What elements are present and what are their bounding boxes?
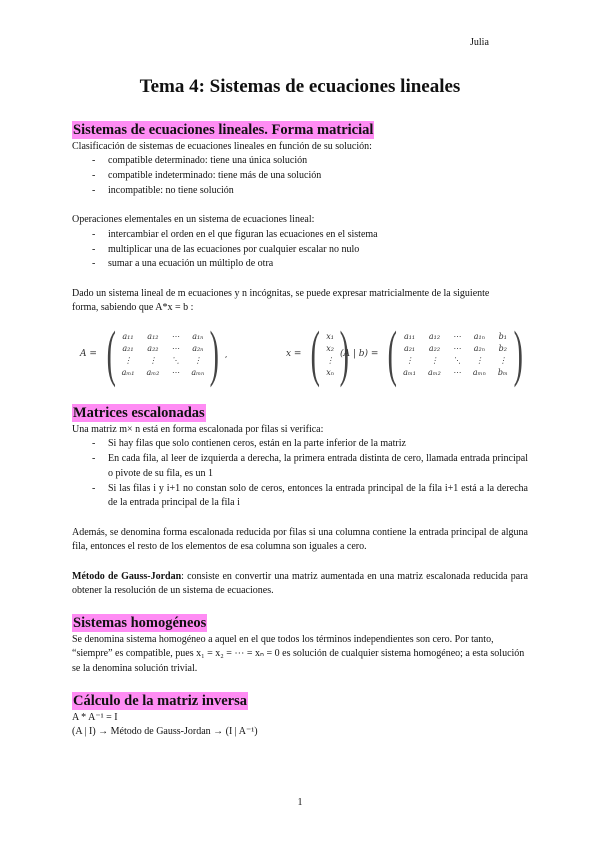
matrix-entry: a₂₁ — [403, 343, 416, 353]
matrix-entry: ⋯ — [171, 343, 180, 353]
matrix-label: (A | b) = — [340, 349, 379, 359]
matrix-entry: ⋮ — [148, 355, 157, 365]
matrix-entry: a₂₂ — [147, 343, 159, 353]
matrix-entry: ⋱ — [452, 355, 461, 365]
list-item: - Si las filas i y i+1 no constan solo de ceros, entonces la entrada principal de la fila i+1 está a la derecha de la entrada principal de la fila i — [72, 482, 528, 511]
matrix-grid — [403, 332, 508, 377]
paragraph: Una matriz m× n está en forma escalonada por filas si verifica: — [72, 423, 324, 435]
matrix-entry: ⋮ — [124, 355, 132, 365]
matrix-entry: a₂₁ — [122, 343, 134, 353]
list-item: - multiplicar una de las ecuaciones por cualquier escalar no nulo — [72, 243, 528, 258]
list-item: - incompatible: no tiene solución — [72, 184, 528, 199]
matrix-entry: x₂ — [326, 343, 334, 353]
paragraph: Dado un sistema lineal de m ecuaciones y n incógnitas, se puede expresar matricialmente de la siguiente forma, sabiendo que A*x = b : — [72, 287, 490, 314]
matrix-grid — [122, 332, 205, 377]
paragraph: Operaciones elementales en un sistema de ecuaciones lineal: — [72, 214, 315, 226]
matrix-label: x = — [286, 349, 302, 359]
matrix-entry: ⋯ — [452, 343, 461, 353]
matrix-entry: ⋯ — [171, 367, 180, 377]
matrix-entry: ⋮ — [193, 355, 202, 365]
paragraph: Se denomina sistema homogéneo a aquel en el que todos los términos independientes son cero. Por tanto, “siempre” es compatible, pues x₁ = x₂ = ⋯ = xₙ = 0 es solución de cualquier sistema homogéneo; a esta solución se la denomina solución trivial. — [72, 633, 525, 675]
matrix-entry: b₁ — [498, 331, 507, 341]
list-item: - compatible indeterminado: tiene más de una solución — [72, 169, 528, 184]
section-matrices-escalonadas — [72, 404, 528, 599]
matrix-entry: a₂₂ — [428, 343, 441, 353]
matrix-entry: x₁ — [326, 331, 334, 341]
matrix-entry: aₘₙ — [191, 367, 205, 377]
header-author: Julia — [470, 37, 489, 48]
operations-list — [72, 228, 528, 272]
paragraph — [72, 570, 528, 599]
matrix-suffix: , — [224, 349, 228, 359]
matrix-entry: a₁₂ — [428, 331, 441, 341]
list-item: - compatible determinado: tiene una única solución — [72, 154, 528, 169]
matrix-label: A = — [80, 349, 97, 359]
matrix-entry: a₁ₙ — [192, 331, 204, 341]
matrix-entry: a₁₁ — [403, 331, 416, 341]
list-item: - Si hay filas que solo contienen ceros, están en la parte inferior de la matriz — [72, 437, 528, 452]
matrix-entry: a₂ₙ — [473, 343, 485, 353]
matrix-entry: a₂ₙ — [192, 343, 204, 353]
classification-list — [72, 154, 528, 198]
matrix-entry: ⋯ — [452, 331, 461, 341]
matrix-A — [80, 320, 228, 388]
right-paren: ) — [209, 320, 220, 388]
section-heading: Matrices escalonadas — [73, 405, 205, 421]
matrix-entry: ⋮ — [475, 355, 484, 365]
page-title: Tema 4: Sistemas de ecuaciones lineales — [139, 76, 461, 97]
left-paren: ( — [388, 320, 398, 388]
formula-line: A * A⁻¹ = I — [72, 711, 118, 723]
matrix-entry: ⋱ — [171, 355, 180, 365]
formula-line: (A | I) → Método de Gauss-Jordan → (I | A⁻¹) — [72, 726, 258, 738]
matrix-entry: ⋮ — [498, 355, 507, 365]
matrix-entry: ⋮ — [430, 355, 439, 365]
matrix-entry: a₁₂ — [147, 331, 159, 341]
matrix-entry: ⋮ — [405, 355, 414, 365]
section-sistemas-homogeneos — [72, 614, 528, 677]
term-gauss-jordan: Método de Gauss-Jordan — [72, 570, 182, 582]
left-paren: ( — [106, 320, 116, 388]
section-matriz-inversa — [72, 692, 528, 740]
matrix-entry: xₙ — [326, 367, 335, 377]
matrix-entry: aₘ₂ — [146, 367, 160, 377]
list-item: - intercambiar el orden en el que figuran las ecuaciones en el sistema — [72, 228, 528, 243]
matrix-entry: bₘ — [497, 367, 508, 377]
paragraph: Además, se denomina forma escalonada reducida por filas si una columna contiene la entrada principal de alguna fila, entonces el resto de los elementos de esa columna son iguales a cero. — [72, 526, 528, 553]
matrix-entry: aₘ₂ — [428, 367, 441, 377]
augmented-matrix — [339, 320, 529, 388]
matrix-grid — [326, 332, 334, 377]
left-paren: ( — [311, 320, 321, 388]
matrix-entry: ⋯ — [452, 367, 461, 377]
list-item: - En cada fila, al leer de izquierda a derecha, la primera entrada distinta de cero, llamada entrada principal o pivote de su fila, es un 1 — [72, 452, 528, 481]
section-heading: Sistemas homogéneos — [73, 615, 207, 631]
conditions-list — [72, 437, 528, 511]
right-paren: ) — [339, 320, 350, 388]
paragraph: Clasificación de sistemas de ecuaciones lineales en función de su solución: — [72, 140, 372, 152]
section-heading: Cálculo de la matriz inversa — [73, 693, 247, 709]
matrix-entry: b₂ — [498, 343, 507, 353]
matrix-entry: ⋮ — [326, 355, 335, 365]
matrix-entry: aₘ₁ — [403, 367, 416, 377]
matrix-entry: a₁ₙ — [473, 331, 485, 341]
matrix-entry: aₘₙ — [472, 367, 486, 377]
list-item: - sumar a una ecuación un múltiplo de otra — [72, 257, 528, 272]
section-heading: Sistemas de ecuaciones lineales. Forma matricial — [73, 122, 374, 138]
matrix-entry: a₁₁ — [122, 331, 134, 341]
matrix-entry: aₘ₁ — [121, 367, 135, 377]
section-forma-matricial — [72, 121, 528, 316]
definition-text: : consiste en convertir una matriz aumentada en una matriz escalonada reducida para obtener la resolución de un sistema de ecuaciones. — [72, 570, 528, 597]
matrix-entry: ⋯ — [171, 331, 180, 341]
page-number: 1 — [297, 797, 303, 808]
right-paren: ) — [513, 320, 523, 388]
